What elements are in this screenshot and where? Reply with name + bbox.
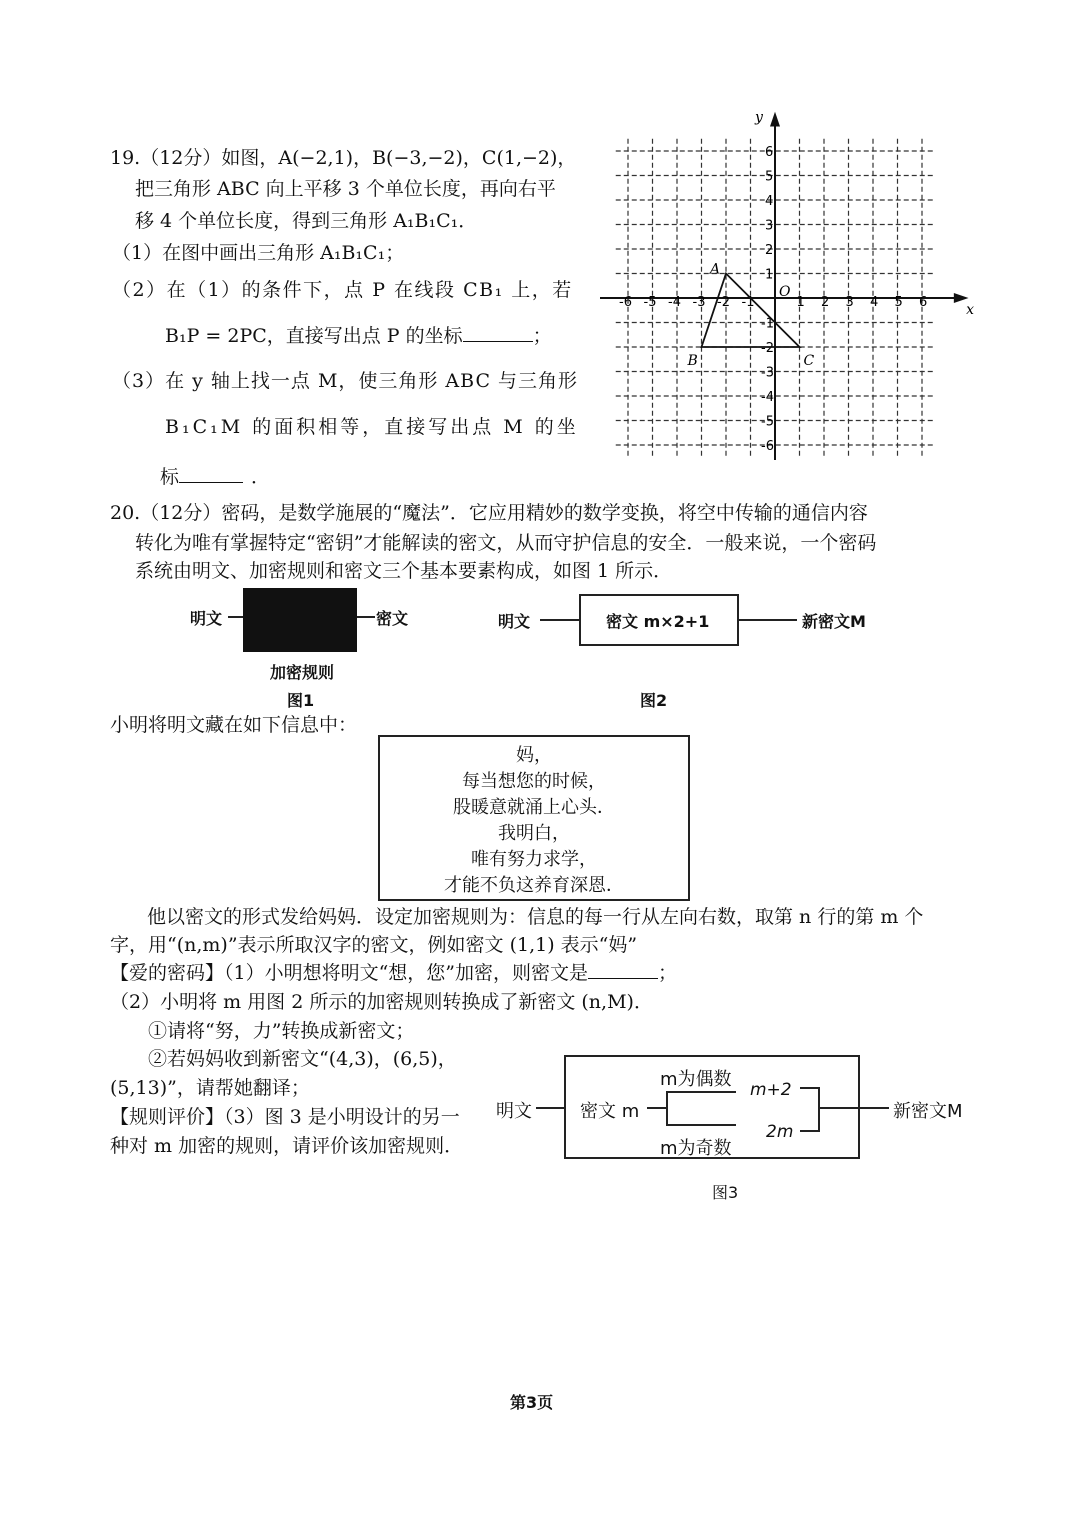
y-tick-label: 6 [765, 145, 774, 160]
poem-line: 我明白， [498, 823, 570, 844]
fig1-rule-box [243, 588, 357, 652]
fig2-rule-text: 密文 m×2+1 [606, 612, 710, 631]
love-q2-sub2: ②若妈妈收到新密文“(4,3)，(6,5)， [148, 1048, 457, 1070]
x-tick-label: -5 [643, 295, 657, 310]
q19-line3: 移 4 个单位长度，得到三角形 A₁B₁C₁． [135, 210, 478, 232]
x-tick-label: -3 [692, 295, 706, 310]
rule-line2: 字，用“(n,m)”表示所取汉字的密文，例如密文 (1,1) 表示“妈” [110, 934, 638, 956]
q20-intro2: 转化为唯有掌握特定“密钥”才能解读的密文，从而守护信息的安全．一般来说，一个密码 [135, 532, 877, 554]
love-q2: （2）小明将 m 用图 2 所示的加密规则转换成了新密文 (n,M)． [110, 991, 653, 1013]
love-q1-end: ； [658, 962, 678, 984]
y-tick-label: -4 [761, 390, 774, 405]
fig1-rule-label: 加密规则 [270, 663, 335, 682]
x-tick-label: 2 [821, 295, 830, 310]
poem-line: 股暖意就涌上心头． [453, 797, 615, 818]
fig1-line-right [357, 616, 375, 618]
q19-line1: 19.（12分）如图，A(−2,1)，B(−3,−2)，C(1,−2)， [110, 147, 577, 169]
fig3-odd-formula: 2m [766, 1122, 794, 1142]
fig2-caption: 图2 [640, 691, 668, 710]
hide-intro: 小明将明文藏在如下信息中： [110, 714, 358, 736]
poem-line: 才能不负这养育深恩． [444, 875, 624, 896]
answer-blank-m[interactable] [179, 464, 243, 483]
eval-q3-line2: 种对 m 加密的规则，请评价该加密规则． [110, 1135, 464, 1157]
eval-q3-line1: 【规则评价】（3）图 3 是小明设计的另一 [110, 1106, 460, 1128]
fig3-branch-bottom [666, 1124, 736, 1126]
y-axis-label: y [755, 110, 763, 126]
y-tick-label: -1 [761, 316, 774, 332]
fig3-odd-condition: m为奇数 [660, 1138, 732, 1159]
q20-intro1: 20.（12分）密码，是数学施展的“魔法”．它应用精妙的数学变换，将空中传输的通信内容 [110, 502, 868, 524]
poem-line: 每当想您的时候， [462, 771, 606, 792]
answer-blank-cipher[interactable] [588, 960, 658, 979]
poem-line: 妈， [516, 745, 552, 766]
q19-line2: 把三角形 ABC 向上平移 3 个单位长度，再向右平 [135, 178, 556, 200]
x-tick-label: -2 [717, 295, 730, 310]
fig3-even-formula: m+2 [750, 1080, 792, 1100]
fig3-branch-top [666, 1091, 736, 1093]
y-axis-arrow [770, 112, 780, 127]
x-axis-label: x [966, 302, 975, 318]
fig3-branch-stem [647, 1107, 667, 1109]
y-tick-label: 1 [765, 267, 774, 283]
fig2-new-cipher-label: 新密文M [802, 612, 866, 631]
q19-part3c [160, 464, 270, 490]
answer-blank-p[interactable] [463, 323, 533, 342]
fig3-even-condition: m为偶数 [660, 1069, 732, 1090]
poem-line: 唯有努力求学， [471, 849, 597, 870]
fig3-line-right [819, 1107, 889, 1109]
y-tick-label: -5 [761, 414, 774, 430]
fig3-branch-vertical [666, 1091, 668, 1125]
q19-part2a: （2）在（1）的条件下，点 P 在线段 CB₁ 上，若 [112, 279, 573, 301]
fig3-bracket-top [800, 1087, 820, 1089]
fig3-line-left [536, 1107, 566, 1109]
point-label-a: A [710, 261, 721, 278]
x-tick-label: -1 [741, 295, 755, 310]
q19-part2b-end: ； [532, 325, 552, 347]
y-tick-label: 4 [765, 194, 774, 209]
fig1-caption: 图1 [287, 691, 315, 710]
fig3-plaintext-label: 明文 [496, 1101, 532, 1122]
poem-box [378, 735, 690, 901]
q19-part3c-end: ． [251, 466, 271, 488]
love-q1-text: 【爱的密码】（1）小明想将明文“想，您”加密，则密文是 [110, 962, 589, 984]
q20-intro3: 系统由明文、加密规则和密文三个基本要素构成，如图 1 所示． [135, 560, 673, 582]
point-label-b: B [687, 353, 698, 369]
fig2-line-right [739, 619, 797, 621]
x-tick-label: 5 [894, 295, 903, 310]
q19-part3b: B₁C₁M 的面积相等，直接写出点 M 的坐 [165, 416, 579, 438]
q19-part1: （1）在图中画出三角形 A₁B₁C₁； [112, 242, 405, 264]
rule-line1: 他以密文的形式发给妈妈．设定加密规则为：信息的每一行从左向右数，取第 n 行的第 m 个 [147, 906, 924, 928]
x-tick-label: 6 [919, 295, 928, 310]
q19-part2b-text: B₁P = 2PC，直接写出点 P 的坐标 [165, 325, 463, 347]
fig3-bracket-vertical [818, 1087, 820, 1131]
page-number: 第3页 [510, 1393, 554, 1412]
coordinate-grid [600, 110, 980, 460]
x-tick-label: -6 [619, 295, 632, 310]
y-tick-label: 2 [765, 243, 774, 258]
q19-part3a: （3）在 y 轴上找一点 M，使三角形 ABC 与三角形 [112, 370, 579, 392]
x-tick-label: 4 [870, 295, 879, 310]
fig3-caption: 图3 [712, 1183, 739, 1202]
fig1-line-left [228, 616, 244, 618]
love-q1 [110, 960, 677, 986]
fig3-new-cipher-label: 新密文M [893, 1101, 963, 1122]
y-tick-label: 5 [765, 169, 774, 185]
x-tick-label: -4 [668, 295, 681, 310]
y-tick-label: 3 [765, 218, 774, 234]
love-q2-sub2-cont: (5,13)”，请帮她翻译； [110, 1077, 310, 1099]
fig3-bracket-bottom [800, 1130, 820, 1132]
y-tick-label: -3 [761, 365, 774, 381]
y-tick-label: -6 [761, 439, 774, 454]
x-tick-label: 3 [845, 295, 854, 310]
fig2-line-left [540, 619, 580, 621]
y-tick-label: -2 [761, 341, 774, 356]
fig1-plaintext-label: 明文 [190, 609, 223, 628]
x-tick-label: 1 [796, 295, 805, 310]
fig1-ciphertext-label: 密文 [376, 609, 409, 628]
point-label-c: C [803, 353, 815, 369]
q19-part2b [165, 323, 552, 349]
fig2-plaintext-label: 明文 [498, 612, 531, 631]
q19-part3c-text: 标 [160, 466, 180, 488]
love-q2-sub1: ①请将“努，力”转换成新密文； [148, 1020, 415, 1042]
origin-label: O [779, 284, 791, 300]
fig3-cipher-m: 密文 m [580, 1101, 640, 1122]
